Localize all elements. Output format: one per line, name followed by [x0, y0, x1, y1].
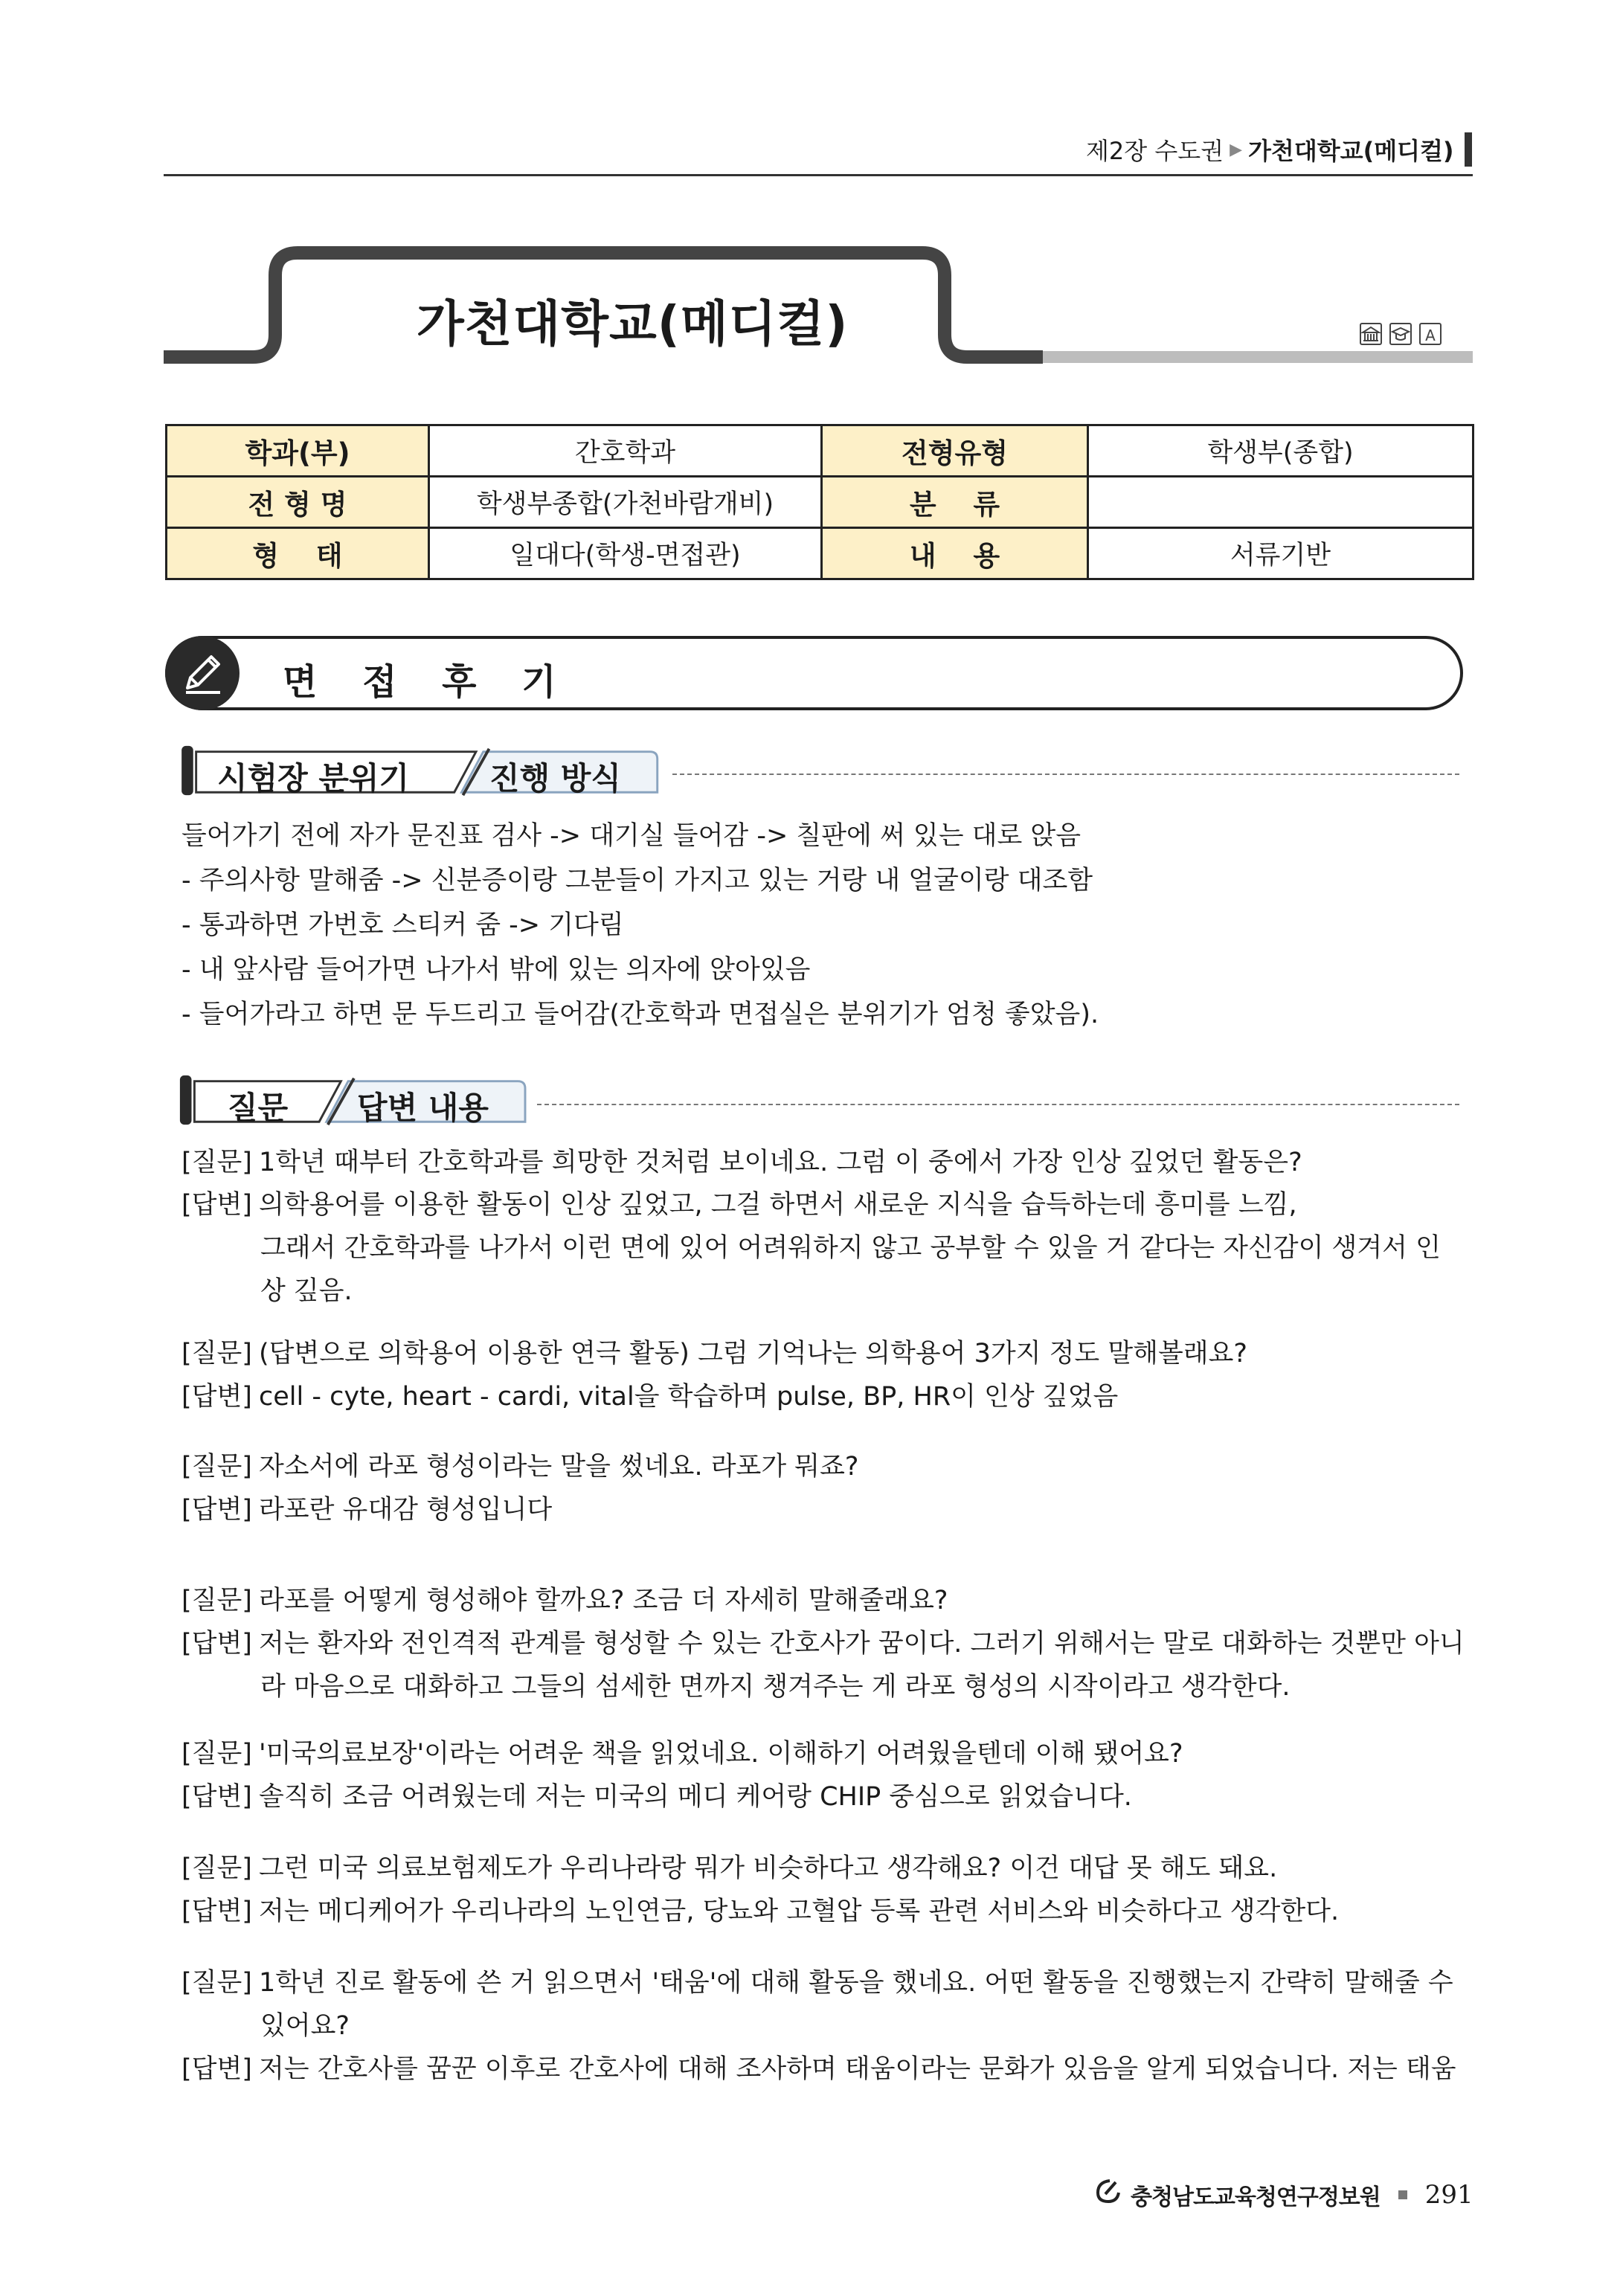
- section-title: 면 접 후 기: [283, 661, 573, 703]
- table-row: [167, 528, 1473, 579]
- question-line: [181, 1444, 858, 1489]
- page-footer: [1093, 2178, 1473, 2211]
- atmosphere-line: - 통과하면 가번호 스티커 줌 -> 기다림: [181, 910, 624, 940]
- table-row: [167, 425, 1473, 477]
- answer-tag: [답변]: [181, 1782, 252, 1812]
- table-label-cell: 분 류: [822, 477, 1088, 528]
- table-label-cell: 학과(부): [167, 425, 429, 477]
- table-label-cell: 전 형 명: [167, 477, 429, 528]
- title-icons: [1360, 323, 1442, 345]
- answer-tab-label: 답변 내용: [357, 1090, 489, 1126]
- question-tag: [질문]: [181, 1339, 252, 1369]
- question-line: [181, 1140, 1302, 1185]
- table-label-cell: 형 태: [167, 528, 429, 579]
- question-tag: [질문]: [181, 1739, 252, 1769]
- answer-tag: [답변]: [181, 1190, 252, 1220]
- answer-tag: [답변]: [181, 1382, 252, 1412]
- answer-text: 솔직히 조금 어려웠는데 저는 미국의 메디 케어랑 CHIP 중심으로 읽었습니다.: [259, 1782, 1132, 1812]
- answer-tag: [답변]: [181, 1495, 252, 1525]
- answer-tag: [답변]: [181, 2054, 252, 2084]
- atmosphere-line: - 들어가라고 하면 문 두드리고 들어감(간호학과 면접실은 분위기가 엄청 좋았음).: [181, 1000, 1099, 1029]
- dashed-divider: [537, 1104, 1459, 1105]
- answer-line: [181, 1183, 1297, 1227]
- answer-continuation: 라 마음으로 대화하고 그들의 섬세한 면까지 챙겨주는 게 라포 형성의 시작이라고 생각한다.: [260, 1672, 1291, 1702]
- building-icon: [1360, 323, 1382, 345]
- question-tag: [질문]: [181, 1586, 252, 1615]
- question-tab-label: 질문: [228, 1090, 289, 1126]
- answer-line: [181, 1374, 1118, 1419]
- institute-logo-icon: [1093, 2178, 1123, 2211]
- question-line: [181, 1578, 948, 1623]
- question-text: 1학년 진로 활동에 쓴 거 읽으면서 '태움'에 대해 활동을 했네요. 어떤 활동을 진행했는지 간략히 말해줄 수: [259, 1968, 1453, 1998]
- answer-line: [181, 1621, 1465, 1666]
- answer-tag: [답변]: [181, 1629, 252, 1659]
- question-tag: [질문]: [181, 1452, 252, 1482]
- pencil-icon: [165, 636, 240, 710]
- atmosphere-line: 들어가기 전에 자가 문진표 검사 -> 대기실 들어감 -> 칠판에 써 있는 대로 앉음: [181, 821, 1082, 851]
- table-value-cell: 일대다(학생-면접관): [429, 528, 822, 579]
- dashed-divider: [672, 774, 1459, 775]
- question-text: 라포를 어떻게 형성해야 할까요? 조금 더 자세히 말해줄래요?: [259, 1586, 948, 1615]
- answer-line: [181, 1488, 552, 1532]
- atmosphere-tab-label: 시험장 분위기: [217, 760, 410, 797]
- atmosphere-line: - 주의사항 말해줌 -> 신분증이랑 그분들이 가지고 있는 거랑 내 얼굴이랑 대조함: [181, 866, 1093, 895]
- answer-text: 의학용어를 이용한 활동이 인상 깊었고, 그걸 하면서 새로운 지식을 습득하는데 흥미를 느낌,: [259, 1190, 1297, 1220]
- info-table: [165, 424, 1474, 580]
- answer-text: 라포란 유대감 형성입니다: [259, 1495, 553, 1525]
- table-row: [167, 477, 1473, 528]
- answer-continuation: 그래서 간호학과를 나가서 이런 면에 있어 어려워하지 않고 공부할 수 있을 거 같다는 자신감이 생겨서 인: [260, 1233, 1441, 1263]
- chapter-label: 제2장 수도권: [1086, 137, 1224, 165]
- document-icon: A: [1419, 323, 1442, 345]
- answer-continuation: 상 깊음.: [260, 1276, 353, 1306]
- question-continuation: 있어요?: [260, 2011, 350, 2041]
- running-header: [1086, 132, 1472, 167]
- answer-text: cell - cyte, heart - cardi, vital을 학습하며 pulse, BP, HR이 인상 깊었음: [259, 1382, 1119, 1412]
- answer-tag: [답변]: [181, 1897, 252, 1926]
- table-value-cell: 간호학과: [429, 425, 822, 477]
- question-line: [181, 1961, 1453, 2005]
- question-tag: [질문]: [181, 1148, 252, 1177]
- procedure-tab-label: 진행 방식: [489, 760, 621, 797]
- answer-line: [181, 2047, 1456, 2091]
- header-rule: [164, 174, 1473, 176]
- table-label-cell: 전형유형: [822, 425, 1088, 477]
- answer-text: 저는 메디케어가 우리나라의 노인연금, 당뇨와 고혈압 등록 관련 서비스와 비슷하다고 생각한다.: [259, 1897, 1340, 1926]
- answer-text: 저는 환자와 전인격적 관계를 형성할 수 있는 간호사가 꿈이다. 그러기 위해서는 말로 대화하는 것뿐만 아니: [259, 1629, 1465, 1659]
- footer-organization: 충청남도교육청연구정보원: [1131, 2184, 1381, 2210]
- triangle-right-icon: ▶: [1230, 140, 1243, 159]
- table-value-cell: 학생부(종합): [1088, 425, 1473, 477]
- question-text: 그런 미국 의료보험제도가 우리나라랑 뭐가 비슷하다고 생각해요? 이건 대답 못 해도 돼요.: [259, 1853, 1278, 1883]
- page-number: 291: [1424, 2179, 1473, 2210]
- question-line: [181, 1846, 1277, 1891]
- question-tag: [질문]: [181, 1853, 252, 1883]
- table-label-cell: 내 용: [822, 528, 1088, 579]
- question-text: 자소서에 라포 형성이라는 말을 썼네요. 라포가 뭐죠?: [259, 1452, 859, 1482]
- table-value-cell: 학생부종합(가천바람개비): [429, 477, 822, 528]
- question-text: (답변으로 의학용어 이용한 연극 활동) 그럼 기억나는 의학용어 3가지 정도 말해볼래요?: [259, 1339, 1247, 1369]
- question-tag: [질문]: [181, 1968, 252, 1998]
- header-bar-decoration: [1465, 132, 1472, 167]
- question-line: [181, 1331, 1247, 1376]
- answer-line: [181, 1775, 1132, 1819]
- table-value-cell: 서류기반: [1088, 528, 1473, 579]
- answer-line: [181, 1889, 1339, 1934]
- answer-text: 저는 간호사를 꿈꾼 이후로 간호사에 대해 조사하며 태움이라는 문화가 있음을 알게 되었습니다. 저는 태움: [259, 2054, 1456, 2084]
- question-text: '미국의료보장'이라는 어려운 책을 읽었네요. 이해하기 어려웠을텐데 이해 됐어요?: [259, 1739, 1183, 1769]
- graduation-cap-icon: [1389, 323, 1412, 345]
- atmosphere-line: - 내 앞사람 들어가면 나가서 밖에 있는 의자에 앉아있음: [181, 955, 811, 985]
- page-title: 가천대학교(메디컬): [417, 295, 849, 353]
- footer-square-icon: [1398, 2190, 1407, 2199]
- current-section-label: 가천대학교(메디컬): [1248, 137, 1454, 165]
- question-text: 1학년 때부터 간호학과를 희망한 것처럼 보이네요. 그럼 이 중에서 가장 인상 깊었던 활동은?: [259, 1148, 1302, 1177]
- table-value-cell: [1088, 477, 1473, 528]
- question-line: [181, 1731, 1183, 1776]
